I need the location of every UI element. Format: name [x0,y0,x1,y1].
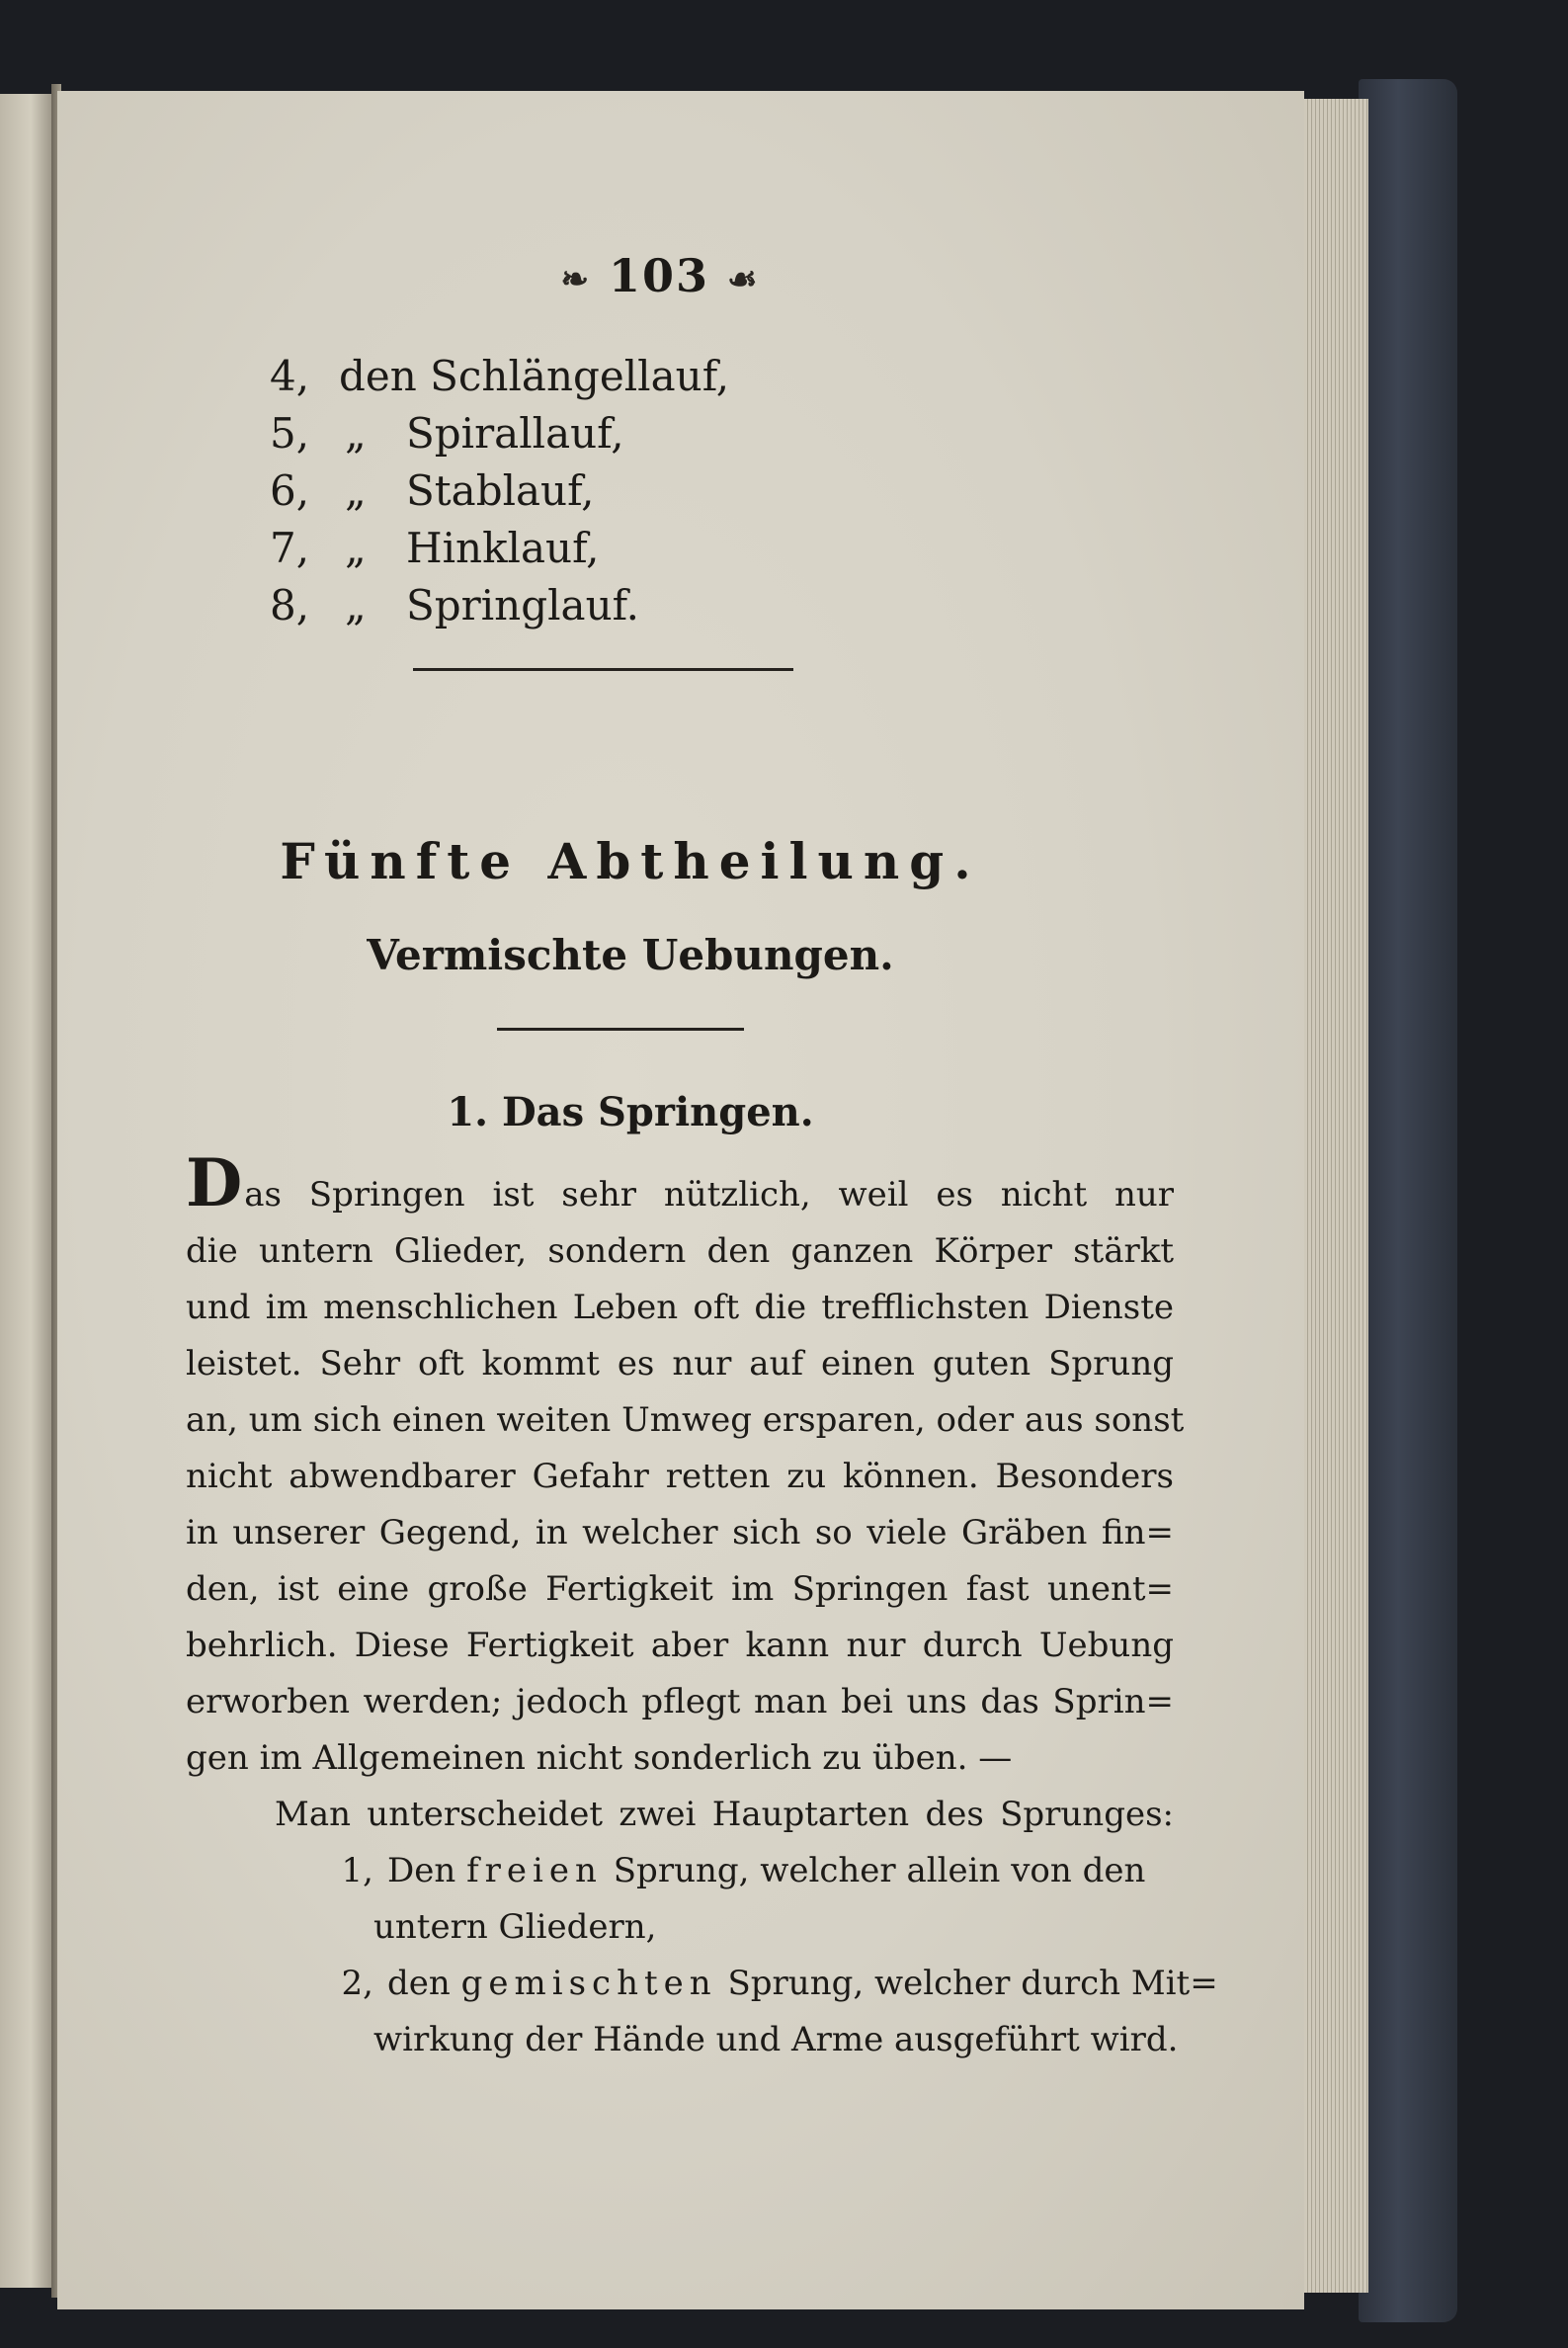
chapter-heading: 1. Das Springen. [447,1089,814,1135]
text-line: behrlich. Diese Fertigkeit aber kann nur durch Uebung [186,1626,1174,1665]
body-text [186,1144,1218,2068]
ditto-mark: „ [345,581,367,629]
text-line: Man unterscheidet zwei Hauptarten des Sprunges: [275,1795,1174,1834]
book-page [57,91,1304,2309]
text-line: an, um sich einen weiten Umweg ersparen, oder aus sonst [186,1400,1185,1440]
section-title: Fünfte Abtheilung. [280,832,981,890]
text-line: untern Gliedern, [373,1907,657,1947]
list-item: 2, den gemischten Sprung, welcher durch Mit= [341,1964,1218,2003]
list-item: 8, „ Springlauf. [270,577,729,634]
text-line: den, ist eine große Fertigkeit im Springen fast unent= [186,1569,1174,1609]
ornament-left-icon: ❧ [560,260,591,299]
ditto-mark: „ [345,409,367,458]
exercise-list [270,348,729,634]
text-line: Das Springen ist sehr nützlich, weil es nicht nur [186,1144,1174,1221]
ditto-mark: „ [345,524,367,572]
list-item: 7, „ Hinklauf, [270,520,729,577]
drop-cap: D [186,1144,243,1221]
emphasis-text: freien [466,1851,603,1890]
list-item: 6, „ Stablauf, [270,462,729,520]
text-line: die untern Glieder, sondern den ganzen Körper stärkt [186,1231,1174,1271]
ditto-mark: „ [345,466,367,515]
ornament-right-icon: ☙ [727,260,760,299]
list-item: 5, „ Spirallauf, [270,405,729,462]
text-line: und im menschlichen Leben oft die trefflichsten Dienste [186,1288,1174,1327]
text-line: in unserer Gegend, in welcher sich so viele Gräben fin= [186,1513,1174,1552]
list-item: 4, den Schlängellauf, [270,352,730,400]
divider-rule [413,668,793,671]
left-page-edge [0,94,51,2288]
book-cover [1359,79,1457,2322]
text-line: wirkung der Hände und Arme ausgeführt wird. [373,2020,1179,2059]
text-line: gen im Allgemeinen nicht sonderlich zu üben. — [186,1738,1013,1778]
divider-rule [497,1028,744,1031]
text-line: leistet. Sehr oft kommt es nur auf einen guten Sprung [186,1344,1174,1384]
emphasis-text: gemischten [460,1964,717,2003]
text-line: erworben werden; jedoch pflegt man bei uns das Sprin= [186,1682,1174,1721]
page-header [462,249,858,302]
section-subtitle: Vermischte Uebungen. [367,931,894,979]
list-item: 1, Den freien Sprung, welcher allein von den [341,1851,1146,1890]
text-line: nicht abwendbarer Gefahr retten zu können. Besonders [186,1457,1174,1496]
page-number: 103 [608,249,710,302]
